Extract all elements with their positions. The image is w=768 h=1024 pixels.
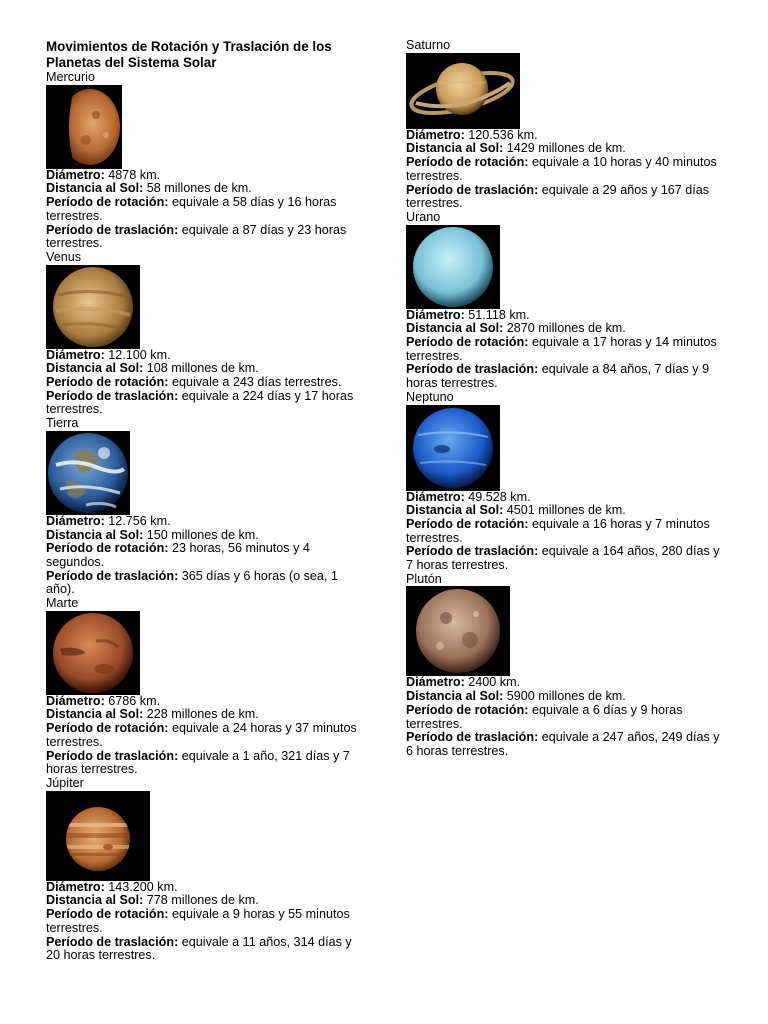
diameter-value: 51.118 km. bbox=[468, 307, 530, 322]
translation-label: Período de traslación: bbox=[46, 934, 179, 949]
distance-label: Distancia al Sol: bbox=[46, 361, 144, 376]
diameter-row bbox=[46, 695, 366, 709]
diameter-value: 12.756 km. bbox=[108, 513, 171, 528]
translation-value: equivale a 87 días y 23 horas terrestres. bbox=[46, 222, 347, 251]
translation-value: 365 días y 6 horas (o sea, 1 año). bbox=[46, 568, 338, 597]
distance-row bbox=[46, 182, 366, 196]
translation-row bbox=[406, 184, 726, 211]
distance-label: Distancia al Sol: bbox=[406, 141, 504, 156]
distance-row bbox=[406, 690, 726, 704]
rotation-label: Período de rotación: bbox=[406, 155, 529, 170]
rotation-value: equivale a 10 horas y 40 minutos terrestres. bbox=[406, 155, 717, 183]
translation-value: equivale a 29 años y 167 días terrestres. bbox=[406, 182, 710, 211]
jupiter-image bbox=[46, 791, 150, 881]
mercury-image bbox=[46, 85, 122, 169]
diameter-row bbox=[46, 881, 366, 895]
rotation-row bbox=[406, 156, 726, 183]
planet-name: Neptuno bbox=[406, 389, 454, 404]
distance-value: 778 millones de km. bbox=[146, 893, 259, 908]
planet-entry-urano bbox=[406, 211, 726, 391]
diameter-label: Diámetro: bbox=[46, 693, 105, 708]
translation-row bbox=[406, 545, 726, 572]
distance-value: 2870 millones de km. bbox=[506, 321, 626, 336]
translation-row bbox=[46, 750, 366, 777]
rotation-value: equivale a 243 días terrestres. bbox=[171, 375, 342, 390]
distance-row bbox=[46, 529, 366, 543]
venus-image bbox=[46, 265, 140, 349]
diameter-label: Diámetro: bbox=[406, 307, 465, 322]
planet-entry-venus bbox=[46, 251, 366, 417]
uranus-image bbox=[406, 225, 500, 309]
diameter-label: Diámetro: bbox=[406, 675, 465, 690]
distance-value: 58 millones de km. bbox=[146, 181, 252, 196]
translation-row bbox=[46, 570, 366, 597]
rotation-row bbox=[406, 518, 726, 545]
translation-row bbox=[46, 936, 366, 963]
rotation-value: equivale a 9 horas y 55 minutos terrestres. bbox=[46, 907, 350, 935]
distance-value: 108 millones de km. bbox=[146, 361, 259, 376]
distance-row bbox=[406, 322, 726, 336]
earth-image bbox=[46, 431, 130, 515]
planet-name: Tierra bbox=[46, 416, 79, 431]
translation-row bbox=[406, 731, 726, 758]
rotation-value: equivale a 24 horas y 37 minutos terrestres. bbox=[46, 721, 357, 749]
planet-entry-saturno bbox=[406, 39, 726, 211]
rotation-row bbox=[46, 722, 366, 749]
distance-label: Distancia al Sol: bbox=[406, 321, 504, 336]
right-column bbox=[406, 39, 726, 759]
diameter-value: 49.528 km. bbox=[468, 489, 531, 504]
mars-image bbox=[46, 611, 140, 695]
planet-name: Venus bbox=[46, 249, 82, 264]
distance-row bbox=[406, 504, 726, 518]
diameter-label: Diámetro: bbox=[46, 879, 105, 894]
translation-row bbox=[46, 390, 366, 417]
distance-value: 4501 millones de km. bbox=[506, 503, 626, 518]
document-title: Movimientos de Rotación y Traslación de los Planetas del Sistema Solar bbox=[46, 39, 332, 70]
planet-name: Saturno bbox=[406, 38, 451, 52]
saturn-image bbox=[406, 53, 520, 129]
rotation-value: equivale a 58 días y 16 horas terrestres. bbox=[46, 195, 337, 223]
rotation-label: Período de rotación: bbox=[46, 541, 169, 556]
translation-value: equivale a 164 años, 280 días y 7 horas terrestres. bbox=[406, 544, 720, 573]
diameter-row bbox=[46, 169, 366, 183]
planet-entry-marte bbox=[46, 597, 366, 777]
rotation-label: Período de rotación: bbox=[46, 907, 169, 922]
planet-name: Marte bbox=[46, 596, 79, 611]
rotation-label: Período de rotación: bbox=[46, 375, 169, 390]
distance-value: 1429 millones de km. bbox=[506, 141, 626, 156]
distance-value: 5900 millones de km. bbox=[506, 689, 626, 704]
diameter-value: 120.536 km. bbox=[468, 127, 538, 142]
planet-entry-tierra bbox=[46, 417, 366, 597]
diameter-value: 143.200 km. bbox=[108, 879, 178, 894]
diameter-row bbox=[46, 349, 366, 363]
rotation-row bbox=[406, 704, 726, 731]
planet-entry-mercurio bbox=[46, 71, 366, 251]
translation-label: Período de traslación: bbox=[406, 730, 539, 745]
diameter-value: 4878 km. bbox=[108, 167, 161, 182]
distance-value: 228 millones de km. bbox=[146, 707, 259, 722]
translation-row bbox=[46, 224, 366, 251]
rotation-label: Período de rotación: bbox=[406, 516, 529, 531]
distance-label: Distancia al Sol: bbox=[46, 707, 144, 722]
translation-value: equivale a 84 años, 7 días y 9 horas terrestres. bbox=[406, 362, 710, 391]
planet-name: Urano bbox=[406, 209, 441, 224]
distance-row bbox=[406, 142, 726, 156]
rotation-row bbox=[406, 336, 726, 363]
translation-label: Período de traslación: bbox=[46, 568, 179, 583]
distance-row bbox=[46, 894, 366, 908]
distance-label: Distancia al Sol: bbox=[406, 503, 504, 518]
diameter-label: Diámetro: bbox=[406, 489, 465, 504]
distance-label: Distancia al Sol: bbox=[406, 689, 504, 704]
rotation-value: equivale a 16 horas y 7 minutos terrestres. bbox=[406, 516, 710, 545]
translation-value: equivale a 224 días y 17 horas terrestres. bbox=[46, 388, 354, 417]
translation-value: equivale a 11 años, 314 días y 20 horas terrestres. bbox=[46, 934, 352, 963]
rotation-row bbox=[46, 908, 366, 935]
diameter-value: 2400 km. bbox=[468, 675, 521, 690]
planet-name: Júpiter bbox=[46, 775, 84, 790]
diameter-label: Diámetro: bbox=[46, 167, 105, 182]
rotation-value: 23 horas, 56 minutos y 4 segundos. bbox=[46, 541, 310, 569]
diameter-label: Diámetro: bbox=[46, 513, 105, 528]
distance-label: Distancia al Sol: bbox=[46, 893, 144, 908]
rotation-row bbox=[46, 196, 366, 223]
translation-label: Período de traslación: bbox=[406, 544, 539, 559]
neptune-image bbox=[406, 405, 500, 491]
rotation-label: Período de rotación: bbox=[406, 335, 529, 350]
rotation-value: equivale a 17 horas y 14 minutos terrestres. bbox=[406, 335, 717, 363]
translation-label: Período de traslación: bbox=[46, 748, 179, 763]
distance-label: Distancia al Sol: bbox=[46, 181, 144, 196]
diameter-label: Diámetro: bbox=[406, 127, 465, 142]
diameter-value: 6786 km. bbox=[108, 693, 161, 708]
distance-row bbox=[46, 362, 366, 376]
pluto-image bbox=[406, 586, 510, 676]
planet-entry-pluton bbox=[406, 573, 726, 759]
distance-label: Distancia al Sol: bbox=[46, 527, 144, 542]
translation-value: equivale a 247 años, 249 días y 6 horas terrestres. bbox=[406, 730, 720, 758]
diameter-row bbox=[406, 129, 726, 143]
planet-name: Mercurio bbox=[46, 70, 95, 84]
rotation-row bbox=[46, 376, 366, 390]
planet-entry-jupiter bbox=[46, 777, 366, 963]
rotation-value: equivale a 6 días y 9 horas terrestres. bbox=[406, 702, 683, 731]
rotation-label: Período de rotación: bbox=[46, 195, 169, 210]
rotation-label: Período de rotación: bbox=[46, 721, 169, 736]
distance-value: 150 millones de km. bbox=[146, 527, 259, 542]
translation-value: equivale a 1 año, 321 días y 7 horas terrestres. bbox=[46, 748, 350, 777]
translation-label: Período de traslación: bbox=[46, 222, 179, 237]
distance-row bbox=[46, 708, 366, 722]
planet-entry-neptuno bbox=[406, 391, 726, 573]
planet-name: Plutón bbox=[406, 571, 442, 586]
translation-label: Período de traslación: bbox=[406, 362, 539, 377]
diameter-row bbox=[406, 676, 726, 690]
diameter-value: 12.100 km. bbox=[108, 347, 171, 362]
diameter-row bbox=[406, 491, 726, 505]
translation-label: Período de traslación: bbox=[406, 182, 539, 197]
diameter-row bbox=[406, 309, 726, 323]
diameter-label: Diámetro: bbox=[46, 347, 105, 362]
left-column bbox=[46, 39, 366, 963]
rotation-label: Período de rotación: bbox=[406, 702, 529, 717]
translation-row bbox=[406, 363, 726, 390]
diameter-row bbox=[46, 515, 366, 529]
translation-label: Período de traslación: bbox=[46, 388, 179, 403]
rotation-row bbox=[46, 542, 366, 569]
